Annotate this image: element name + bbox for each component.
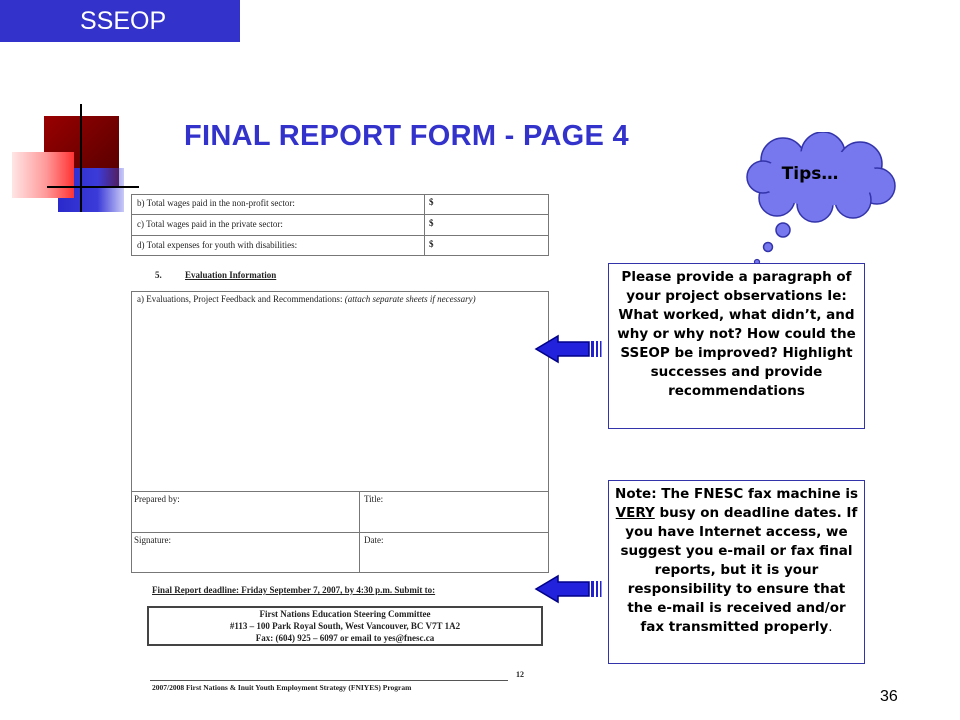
footer-page-number: 12 [516, 670, 524, 679]
arrow-left-icon [534, 574, 604, 604]
decor-horizontal-line [47, 186, 139, 188]
org-name: First Nations Education Steering Committee [259, 609, 431, 619]
bubble-dot [764, 243, 773, 252]
tips-cloud [735, 132, 905, 267]
row-d-label: d) Total expenses for youth with disabilities: [137, 240, 298, 250]
table-divider [131, 214, 549, 215]
tip-fax-period: . [828, 619, 833, 635]
section-title: Evaluation Information [185, 270, 277, 280]
date-label: Date: [364, 535, 384, 545]
deadline-text: Final Report deadline: Friday September 7, 2007, by 4:30 p.m. Submit to: [152, 585, 436, 595]
signature-label: Signature: [134, 535, 171, 545]
decor-vertical-line [80, 104, 82, 212]
tip-evaluation [608, 263, 865, 429]
tip-evaluation-text: Please provide a paragraph of your project observations Ie: What worked, what didn’t, and why or why not? How could the SSEOP be improved? Highlight successes and provide recommendations [617, 269, 856, 399]
evaluation-label [137, 294, 476, 304]
brand-banner [0, 0, 240, 42]
section-number: 5. [155, 270, 162, 280]
org-contact: Fax: (604) 925 – 6097 or email to yes@fnesc.ca [255, 633, 435, 643]
decor-red-square [12, 152, 74, 198]
currency-c: $ [429, 218, 434, 228]
signature-divider [359, 491, 360, 573]
evaluation-box [131, 291, 549, 573]
signature-divider [131, 491, 549, 492]
evaluation-label-text: a) Evaluations, Project Feedback and Recommendations: [137, 294, 343, 304]
currency-b: $ [429, 197, 434, 207]
tips-label: Tips… [781, 164, 839, 184]
bubble-dot [776, 223, 790, 237]
footer-program: 2007/2008 First Nations & Inuit Youth Employment Strategy (FNIYES) Program [152, 683, 412, 692]
arrow-left-icon [534, 334, 604, 364]
footer-line [150, 680, 508, 681]
slide-number: 36 [880, 688, 898, 705]
evaluation-hint: (attach separate sheets if necessary) [344, 294, 476, 304]
title-label: Title: [364, 494, 384, 504]
signature-divider [131, 532, 549, 533]
table-divider [424, 194, 425, 256]
org-address: #113 – 100 Park Royal South, West Vancouver, BC V7T 1A2 [229, 621, 461, 631]
tip-fax-text-rest: busy on deadline dates. If you have Internet access, we suggest you e-mail or fax final reports, but it is your responsibility to ensure that the e-mail is received and/or fax transmitted properly [620, 505, 858, 635]
row-c-label: c) Total wages paid in the private sector: [137, 219, 283, 229]
tip-fax-note [608, 480, 865, 664]
tip-fax-text-start: Note: The FNESC fax machine is [615, 486, 858, 502]
table-divider [131, 235, 549, 236]
prepared-by-label: Prepared by: [134, 494, 180, 504]
currency-d: $ [429, 239, 434, 249]
row-b-label: b) Total wages paid in the non-profit sector: [137, 198, 295, 208]
tip-fax-emphasis: VERY [615, 505, 655, 521]
slide-title: FINAL REPORT FORM - PAGE 4 [184, 120, 629, 152]
brand-label: SSEOP [80, 7, 167, 35]
form-scan [128, 192, 553, 692]
